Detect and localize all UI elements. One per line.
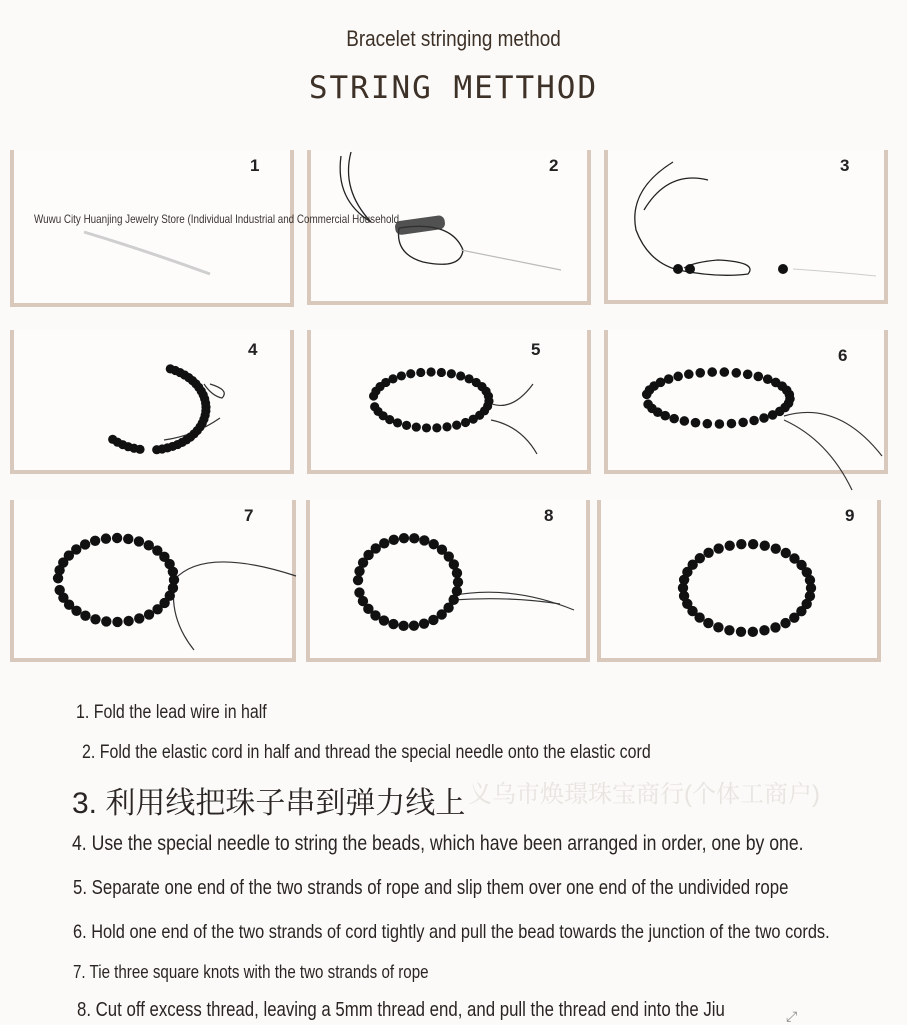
bead [759, 413, 769, 423]
cord [173, 586, 194, 650]
bead [402, 421, 411, 430]
bead [134, 536, 144, 546]
bead [748, 539, 758, 549]
bead [725, 540, 735, 550]
bead [419, 535, 429, 545]
bead [695, 368, 705, 378]
bead [738, 418, 748, 428]
bead [442, 422, 451, 431]
bead [771, 543, 781, 553]
bead [80, 539, 90, 549]
bead [452, 568, 462, 578]
bead [101, 616, 111, 626]
store-label: Wuwu City Huanjing Jewelry Store (Individual Industrial and Commercial Household [34, 212, 400, 226]
bead [71, 544, 81, 554]
cord [450, 592, 574, 610]
bead [353, 575, 363, 585]
bead [419, 618, 429, 628]
bead [123, 616, 133, 626]
bead [144, 609, 154, 619]
bead [715, 419, 725, 429]
bead [428, 615, 438, 625]
bead [370, 402, 379, 411]
step-panel-5 [307, 330, 591, 474]
bead [112, 533, 122, 543]
bead [354, 587, 364, 597]
bead [731, 368, 741, 378]
cord [174, 562, 296, 580]
instruction-5: 5. Separate one end of the two strands of rope and slip them over one end of the undivided rope [73, 877, 789, 899]
expand-icon: ⤢ [786, 1008, 798, 1024]
instruction-7: 7. Tie three square knots with the two strands of rope [73, 962, 429, 982]
step-number-5: 5 [531, 340, 541, 359]
bead [453, 577, 463, 587]
bead [406, 369, 415, 378]
bead [684, 369, 694, 379]
bead [713, 543, 723, 553]
step-5-illustration [311, 330, 587, 470]
cord [487, 384, 533, 405]
page-subtitle: STRING METTHOD [308, 70, 599, 106]
bead [673, 372, 683, 382]
bead [680, 416, 690, 426]
bead [695, 553, 705, 563]
step-panel-8 [306, 500, 590, 662]
bead [753, 372, 763, 382]
cord [784, 412, 882, 456]
bead [456, 371, 465, 380]
bead [707, 367, 717, 377]
bead [409, 620, 419, 630]
bead [724, 625, 734, 635]
step-number-1: 1 [250, 156, 260, 175]
bead [720, 367, 730, 377]
bead [748, 627, 758, 637]
bead [134, 613, 144, 623]
step-panel-2 [307, 150, 591, 305]
bead [691, 418, 701, 428]
bead [422, 423, 431, 432]
step-panel-4 [10, 330, 294, 474]
step-panel-7 [10, 500, 296, 662]
bead [727, 419, 737, 429]
bead [703, 548, 713, 558]
bead [432, 423, 441, 432]
bead [780, 618, 790, 628]
cord [784, 420, 852, 490]
bead [768, 410, 778, 420]
instruction-6: 6. Hold one end of the two strands of cord tightly and pull the bead towards the junction of the two cords. [73, 921, 830, 943]
bead [702, 419, 712, 429]
page-title: Bracelet stringing method [346, 26, 561, 51]
bead [80, 610, 90, 620]
bead [379, 538, 389, 548]
bead [452, 421, 461, 430]
step-number-2: 2 [549, 156, 559, 175]
bead [770, 622, 780, 632]
step-panel-1 [10, 150, 294, 307]
bead [461, 418, 470, 427]
step-panel-9 [597, 500, 881, 662]
bead [759, 625, 769, 635]
bead [388, 374, 397, 383]
instruction-4: 4. Use the special needle to string the beads, which have been arranged in order, one by one. [72, 832, 804, 855]
step-number-8: 8 [544, 506, 554, 525]
bead [412, 422, 421, 431]
bead [54, 585, 64, 595]
bead [152, 445, 161, 454]
bead [389, 535, 399, 545]
bead [749, 416, 759, 426]
step-number-6: 6 [838, 346, 848, 365]
store-watermark: 义乌市焕璟珠宝商行(个体工商户) [468, 781, 820, 808]
bead [703, 618, 713, 628]
step-number-9: 9 [845, 506, 855, 525]
bead [664, 374, 674, 384]
step-number-4: 4 [248, 340, 258, 359]
bead [805, 575, 815, 585]
bead [399, 533, 409, 543]
step-number-3: 3 [840, 156, 850, 175]
bead [101, 533, 111, 543]
bead [388, 619, 398, 629]
bead [426, 367, 435, 376]
bead [437, 368, 446, 377]
instruction-8: 8. Cut off excess thread, leaving a 5mm thread end, and pull the thread end into the Jiu [77, 999, 725, 1021]
bead [397, 371, 406, 380]
step-1-illustration [14, 150, 290, 303]
bead [123, 534, 133, 544]
instruction-3: 3. 利用线把珠子串到弹力线上 [72, 787, 466, 820]
instruction-1: 1. Fold the lead wire in half [76, 702, 267, 723]
bead [643, 399, 653, 409]
bead [409, 533, 419, 543]
bead [736, 627, 746, 637]
bead [713, 622, 723, 632]
bead [669, 414, 679, 424]
step-panel-6 [604, 330, 888, 474]
step-number-7: 7 [244, 506, 254, 525]
bead [760, 541, 770, 551]
bead [789, 612, 799, 622]
bead [736, 539, 746, 549]
cord [491, 420, 537, 454]
bead [781, 548, 791, 558]
instruction-2: 2. Fold the elastic cord in half and thread the special needle onto the elastic cord [82, 742, 651, 763]
bead [90, 614, 100, 624]
bead [393, 418, 402, 427]
bead [447, 369, 456, 378]
bead [398, 621, 408, 631]
bead [90, 536, 100, 546]
bead [112, 617, 122, 627]
step-9-illustration [601, 500, 877, 658]
bead [416, 368, 425, 377]
bead [108, 435, 117, 444]
bead [743, 370, 753, 380]
step-panel-3 [604, 150, 888, 304]
